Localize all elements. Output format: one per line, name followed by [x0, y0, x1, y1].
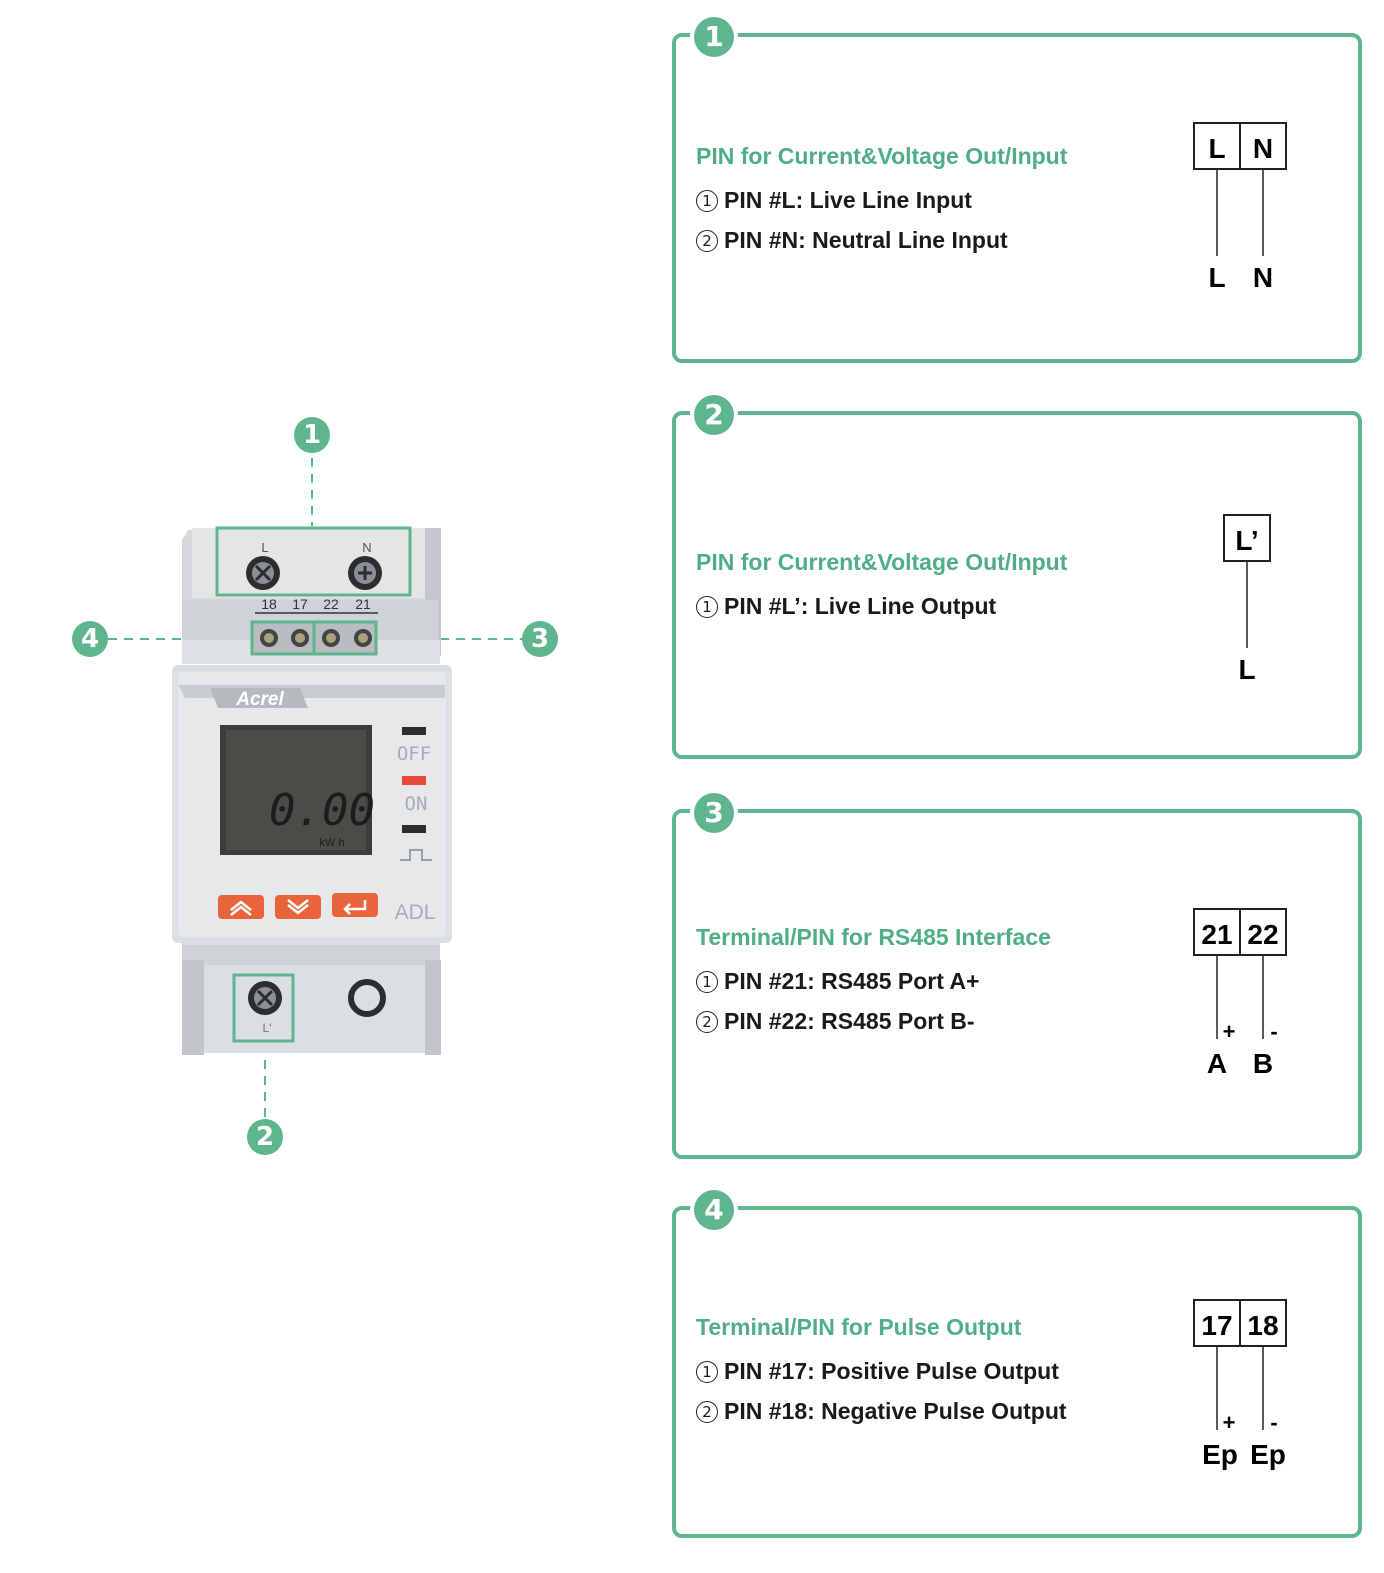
callout-badge-1: 1 — [294, 417, 330, 453]
brand-logo: Acrel — [236, 689, 284, 710]
panel-3-pin-diagram — [1192, 907, 1302, 1092]
wire-label-N: N — [1252, 262, 1274, 293]
model-label: ADL — [394, 901, 436, 924]
pin-description: PIN #22: RS485 Port B- — [724, 1008, 975, 1034]
sign-minus: - — [1270, 1019, 1278, 1044]
panel-4-title: Terminal/PIN for Pulse Output — [696, 1314, 1022, 1340]
wire-label-B: B — [1252, 1048, 1274, 1079]
screw-L — [246, 556, 280, 590]
panel-4-pin-diagram — [1192, 1298, 1312, 1483]
up-button[interactable] — [218, 895, 264, 919]
panel-1-title: PIN for Current&Voltage Out/Input — [696, 143, 1068, 169]
panel-1 — [672, 20, 1362, 363]
panel-4 — [672, 1193, 1362, 1538]
pin-description: PIN #18: Negative Pulse Output — [724, 1398, 1067, 1424]
energy-meter-drawing — [60, 400, 580, 1180]
panel-4-line-1 — [696, 1358, 1059, 1385]
sign-plus: + — [1222, 1019, 1236, 1044]
panel-3-line-2 — [696, 1008, 975, 1035]
signal-terminal-17: 17 — [292, 596, 308, 612]
callout-badge-4: 4 — [72, 621, 108, 657]
panel-2-line-1 — [696, 593, 996, 620]
callout-badge-2: 2 — [247, 1119, 283, 1155]
signal-terminal-22: 22 — [323, 596, 339, 612]
terminal-17: 17 — [1201, 1310, 1233, 1341]
panel-3 — [672, 796, 1362, 1159]
pin-description: PIN #21: RS485 Port A+ — [724, 968, 980, 994]
terminal-label-L: L — [261, 540, 269, 555]
indicator-on-label: ON — [404, 793, 428, 815]
panel-1-line-2 — [696, 227, 1008, 254]
wire-label-L: L — [1238, 654, 1256, 685]
terminal-21: 21 — [1201, 919, 1233, 950]
pin-description: PIN #17: Positive Pulse Output — [724, 1358, 1059, 1384]
panel-1-line-1 — [696, 187, 972, 214]
indicator-off-label: OFF — [396, 743, 432, 765]
panel-3-line-1 — [696, 968, 979, 995]
circled-number: 1 — [696, 596, 718, 618]
wire-label-ep-negative: Ep — [1250, 1439, 1286, 1470]
wire-label-A: A — [1206, 1048, 1228, 1079]
screw-L-prime — [248, 981, 282, 1015]
circled-number: 1 — [696, 190, 718, 212]
panel-badge-4: 4 — [694, 1190, 734, 1230]
panel-2-title: PIN for Current&Voltage Out/Input — [696, 549, 1068, 575]
circled-number: 2 — [696, 1401, 718, 1423]
panel-badge-2: 2 — [694, 395, 734, 435]
panel-4-line-2 — [696, 1398, 1067, 1425]
panel-2 — [672, 398, 1362, 759]
off-indicator-led — [402, 727, 426, 735]
circled-number: 2 — [696, 1011, 718, 1033]
energy-meter-illustration — [60, 400, 580, 1180]
circled-number: 1 — [696, 1361, 718, 1383]
pin-description: PIN #L: Live Line Input — [724, 187, 972, 213]
enter-button[interactable] — [332, 893, 378, 917]
screw-N — [348, 556, 382, 590]
signal-terminal-18: 18 — [261, 596, 277, 612]
terminal-22: 22 — [1247, 919, 1279, 950]
sign-minus: - — [1270, 1410, 1278, 1435]
signal-terminal-21: 21 — [355, 596, 371, 612]
callout-badge-3: 3 — [522, 621, 558, 657]
pulse-indicator-led — [402, 825, 426, 833]
panel-3-title: Terminal/PIN for RS485 Interface — [696, 924, 1051, 950]
pin-description: PIN #L’: Live Line Output — [724, 593, 997, 619]
lcd-unit: kW h — [319, 837, 345, 849]
panel-badge-3: 3 — [694, 793, 734, 833]
terminal-label-N: N — [362, 540, 372, 555]
terminal-18: 18 — [1247, 1310, 1279, 1341]
terminal-L-prime: L’ — [1235, 525, 1259, 556]
down-button[interactable] — [275, 895, 321, 919]
panel-badge-1: 1 — [694, 17, 734, 57]
terminal-L: L — [1208, 133, 1226, 164]
circled-number: 2 — [696, 230, 718, 252]
wire-label-ep-positive: Ep — [1202, 1439, 1238, 1470]
circled-number: 1 — [696, 971, 718, 993]
panel-1-pin-diagram — [1192, 121, 1302, 306]
sign-plus: + — [1222, 1410, 1236, 1435]
pin-description: PIN #N: Neutral Line Input — [724, 227, 1008, 253]
on-indicator-led — [402, 776, 426, 785]
bottom-terminal-label: L' — [262, 1021, 272, 1035]
wire-label-L: L — [1208, 262, 1226, 293]
terminal-N: N — [1252, 133, 1274, 164]
panel-2-pin-diagram — [1222, 513, 1282, 698]
lcd-value: 0.00 — [269, 785, 375, 836]
